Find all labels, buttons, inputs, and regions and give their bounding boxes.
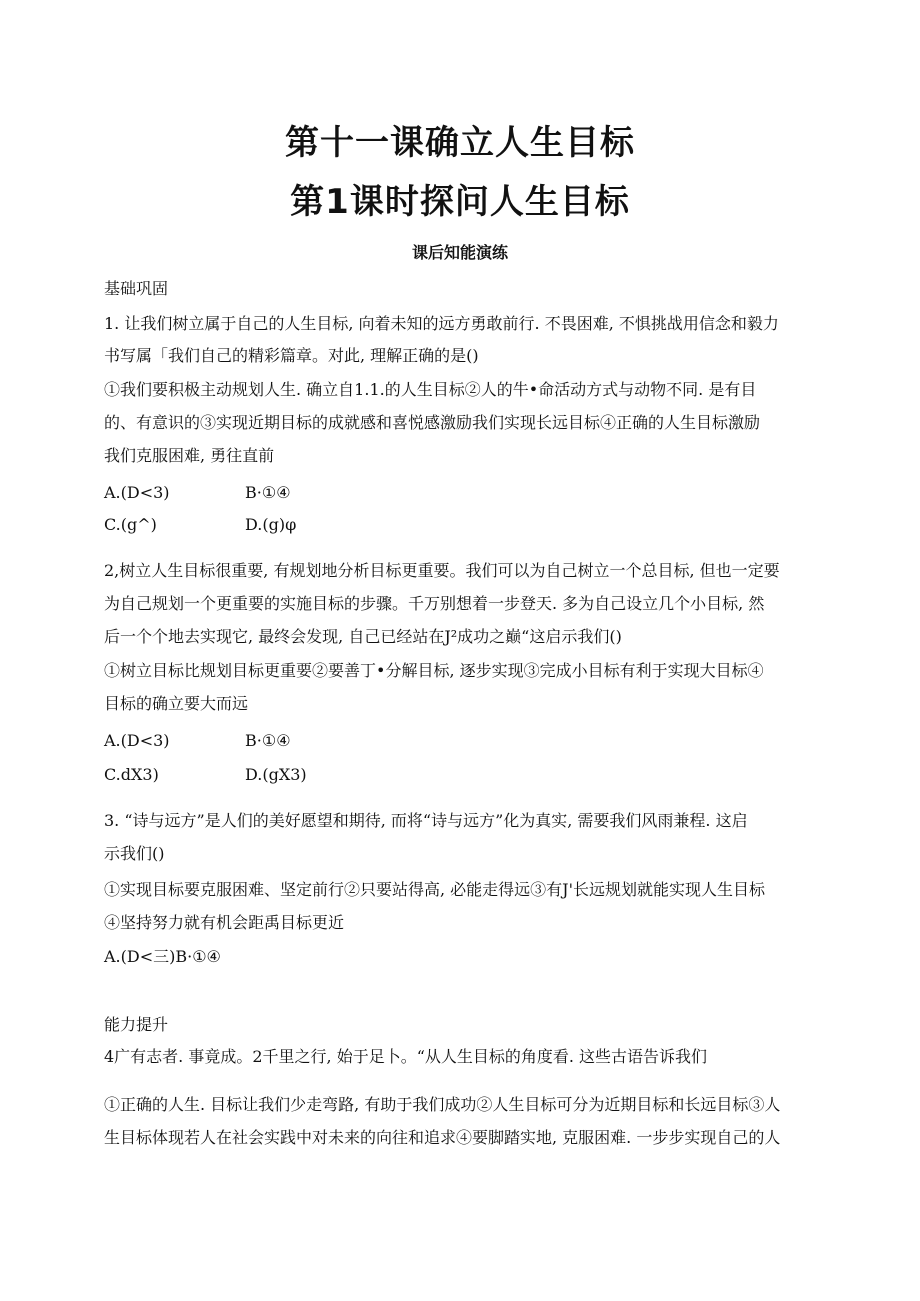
q2-line-3: 后一个个地去实现它, 最终会发现, 自己已经站在J²成功之巅“这启示我们()	[104, 627, 622, 646]
exercise-heading: 课后知能演练	[411, 243, 508, 262]
q3-line-3: ①实现目标要克服困难、坚定前行②只要站得高, 必能走得远③有J'长远规划就能实现人生目标	[104, 880, 765, 899]
q4-line-2: ①正确的人生. 目标让我们少走弯路, 有助于我们成功②人生目标可分为近期目标和长远目标③人	[104, 1095, 781, 1114]
q1-line-5: 我们克服困难, 勇往直前	[104, 446, 275, 465]
q1-option-b: B·①④	[245, 483, 291, 502]
section-basic: 基础巩固	[104, 279, 169, 298]
q1-line-4: 的、有意识的③实现近期目标的成就感和喜悦感激励我们实现长远目标④正确的人生目标激励	[104, 413, 761, 432]
q3-line-4: ④坚持努力就有机会距禹目标更近	[104, 913, 345, 932]
q2-line-1: 2,树立人生目标很重要, 有规划地分析目标更重要。我们可以为自己树立一个总目标, 但也一定要	[104, 561, 780, 580]
q1-line-1: 1. 让我们树立属于自己的人生目标, 向着未知的远方勇敢前行. 不畏困难, 不惧挑战用信念和毅力	[104, 314, 779, 333]
q1-option-d: D.(g)φ	[245, 515, 297, 534]
q3-line-1: 3. “诗与远方”是人们的美好愿望和期待, 而将“诗与远方”化为真实, 需要我们风雨兼程. 这启	[104, 811, 748, 830]
lesson-title: 第十一课确立人生目标	[285, 123, 635, 163]
q1-option-a: A.(D<3)	[104, 483, 170, 502]
q1-line-2: 书写属「我们自己的精彩篇章。对此, 理解正确的是()	[104, 346, 479, 365]
q1-option-c: C.(g^)	[104, 515, 157, 534]
q4-line-3: 生目标体现若人在社会实践中对未来的向往和追求④要脚踏实地, 克服困难. 一步步实现自己的人	[104, 1128, 781, 1147]
q2-option-c: C.dX3)	[104, 765, 159, 784]
q2-line-2: 为自己规划一个更重要的实施目标的步骤。千万别想着一步登天. 多为自己设立几个小目标, 然	[104, 594, 765, 613]
q2-line-5: 目标的确立要大而远	[104, 694, 249, 713]
q2-line-4: ①树立目标比规划目标更重要②要善丁•分解目标, 逐步实现③完成小目标有利于实现大目标④	[104, 661, 764, 680]
q1-line-3: ①我们要积极主动规划人生. 确立自1.1.的人生目标②人的牛•命活动方式与动物不同. 是有目	[104, 380, 757, 399]
q3-line-2: 示我们()	[104, 844, 165, 863]
q2-option-a: A.(D<3)	[104, 731, 170, 750]
q2-option-b: B·①④	[245, 731, 291, 750]
q4-line-1: 4广有志者. 事竟成。2千里之行, 始于足卜。“从人生目标的角度看. 这些古语告诉我们	[104, 1047, 708, 1066]
q2-option-d: D.(gX3)	[245, 765, 307, 784]
q3-options: A.(D<三)B·①④	[104, 947, 221, 966]
lesson-subtitle: 第1课时探问人生目标	[290, 182, 630, 222]
section-advanced: 能力提升	[104, 1015, 169, 1034]
